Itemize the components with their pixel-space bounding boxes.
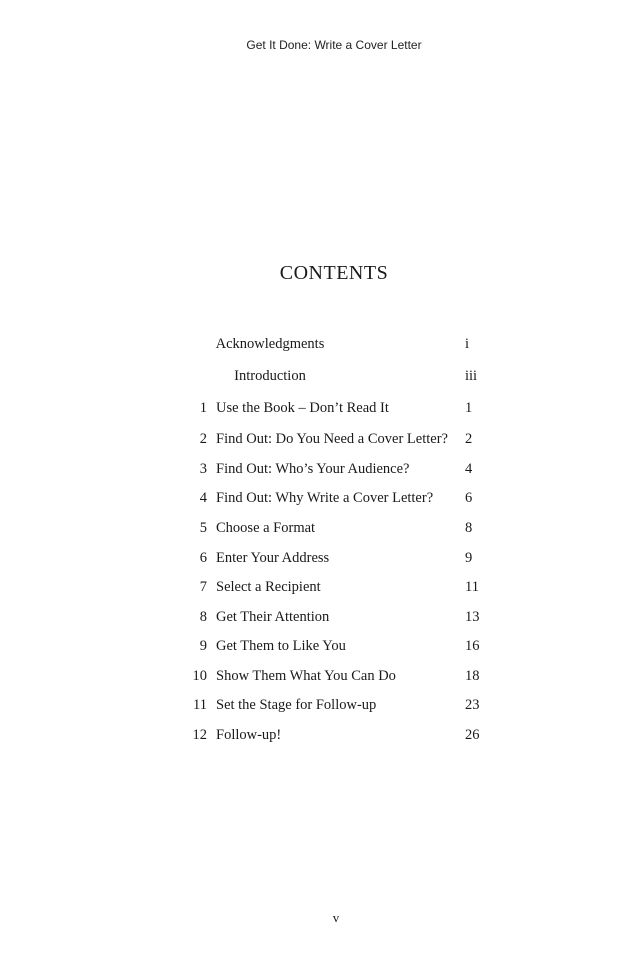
chapter-page: 9 <box>465 550 473 566</box>
chapter-page: 18 <box>465 668 480 684</box>
chapter-number: 6 <box>199 550 207 566</box>
chapter-number: 1 <box>199 400 207 416</box>
chapter-title: Enter Your Address <box>216 550 330 566</box>
chapter-title: Choose a Format <box>216 520 316 536</box>
toc-entry-chapter-11[interactable] <box>0 694 638 716</box>
chapter-title: Select a Recipient <box>216 579 321 595</box>
chapter-number: 3 <box>199 461 207 477</box>
chapter-number: 12 <box>192 727 207 743</box>
chapter-number: 8 <box>199 609 207 625</box>
toc-entry-chapter-10[interactable] <box>0 665 638 687</box>
chapter-page: 6 <box>465 490 473 506</box>
chapter-number: 9 <box>199 638 207 654</box>
chapter-title: Get Them to Like You <box>216 638 346 654</box>
toc-entry-chapter-8[interactable] <box>0 606 638 628</box>
toc-entry-title: Introduction <box>234 368 306 384</box>
chapter-number: 10 <box>192 668 207 684</box>
running-header: Get It Done: Write a Cover Letter <box>246 38 422 52</box>
chapter-page: 2 <box>465 431 473 447</box>
chapter-title: Follow-up! <box>216 727 282 743</box>
chapter-title: Show Them What You Can Do <box>216 668 396 684</box>
toc-entry-chapter-12[interactable] <box>0 724 638 746</box>
contents-title: CONTENTS <box>279 262 389 284</box>
chapter-page: 11 <box>465 579 479 595</box>
chapter-page: 13 <box>465 609 480 625</box>
toc-entry-chapter-7[interactable] <box>0 576 638 598</box>
chapter-title: Find Out: Do You Need a Cover Letter? <box>216 431 448 447</box>
chapter-title: Set the Stage for Follow-up <box>216 697 377 713</box>
chapter-title: Get Their Attention <box>216 609 330 625</box>
chapter-page: 16 <box>465 638 480 654</box>
toc-entry-chapter-6[interactable] <box>0 547 638 569</box>
chapter-page: 8 <box>465 520 473 536</box>
toc-entry-page: iii <box>465 368 478 384</box>
toc-entry-page: i <box>465 336 470 352</box>
toc-entry-chapter-4[interactable] <box>0 487 638 509</box>
chapter-page: 4 <box>465 461 473 477</box>
toc-entry-chapter-9[interactable] <box>0 635 638 657</box>
chapter-number: 7 <box>199 579 207 595</box>
toc-entry-introduction[interactable] <box>0 365 638 387</box>
chapter-number: 11 <box>193 697 207 713</box>
toc-entry-chapter-3[interactable] <box>0 458 638 480</box>
chapter-number: 5 <box>199 520 207 536</box>
toc-entry-title: Acknowledgments <box>215 336 325 352</box>
chapter-number: 2 <box>199 431 207 447</box>
toc-entry-acknowledgments[interactable] <box>0 333 638 355</box>
toc-entry-chapter-5[interactable] <box>0 517 638 539</box>
chapter-title: Find Out: Why Write a Cover Letter? <box>216 490 434 506</box>
chapter-page: 26 <box>465 727 480 743</box>
chapter-page: 23 <box>465 697 480 713</box>
toc-entry-chapter-1[interactable] <box>0 397 638 419</box>
chapter-number: 4 <box>199 490 207 506</box>
chapter-title: Find Out: Who’s Your Audience? <box>216 461 410 477</box>
page-number: v <box>332 910 340 925</box>
toc-entry-chapter-2[interactable] <box>0 428 638 450</box>
chapter-title: Use the Book – Don’t Read It <box>216 400 389 416</box>
chapter-page: 1 <box>465 400 473 416</box>
